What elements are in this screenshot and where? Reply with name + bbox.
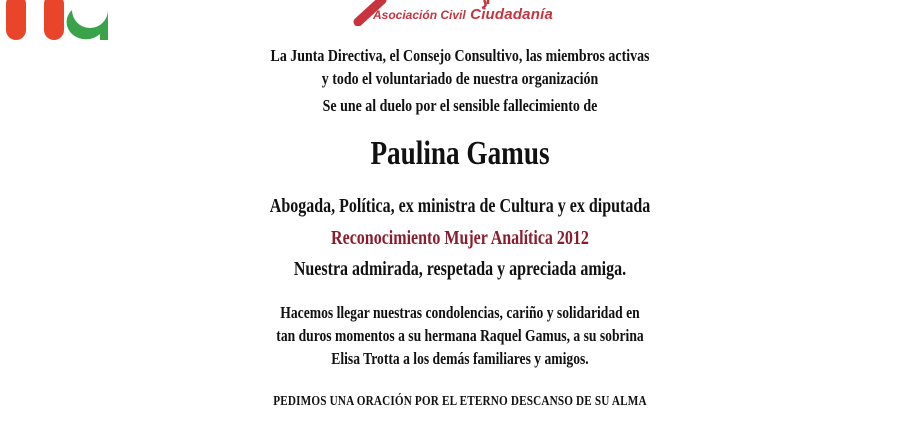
intro-line-2: y todo el voluntariado de nuestra organización (321, 69, 599, 88)
organization-prefix: Asociación Civil (373, 8, 466, 22)
organization-name (373, 6, 553, 24)
condolence-line-2: tan duros momentos a su hermana Raquel Gamus, a su sobrina (276, 326, 644, 345)
deceased-title: Abogada, Política, ex ministra de Cultura y ex diputada (269, 195, 651, 217)
corner-logo (0, 0, 120, 44)
logo-bar-1 (6, 0, 26, 40)
deceased-name: Paulina Gamus (370, 135, 550, 172)
recognition-line: Reconocimiento Mujer Analítica 2012 (331, 227, 589, 249)
organization-main-name: Ciudadanía (470, 6, 554, 23)
intro-line-3: Se une al duelo por el sensible fallecimiento de (322, 96, 598, 115)
organization-logo (352, 0, 567, 26)
condolence-line-3: Elisa Trotta a los demás familiares y amigos. (331, 349, 589, 368)
logo-bar-2 (44, 0, 64, 40)
prayer-line: PEDIMOS UNA ORACIÓN POR EL ETERNO DESCANSO DE SU ALMA (273, 394, 647, 409)
intro-line-1: La Junta Directiva, el Consejo Consultivo, las miembros activas (270, 46, 650, 65)
condolence-line-1: Hacemos llegar nuestras condolencias, cariño y solidaridad en (280, 303, 640, 322)
tribute-line: Nuestra admirada, respetada y apreciada amiga. (293, 258, 627, 280)
